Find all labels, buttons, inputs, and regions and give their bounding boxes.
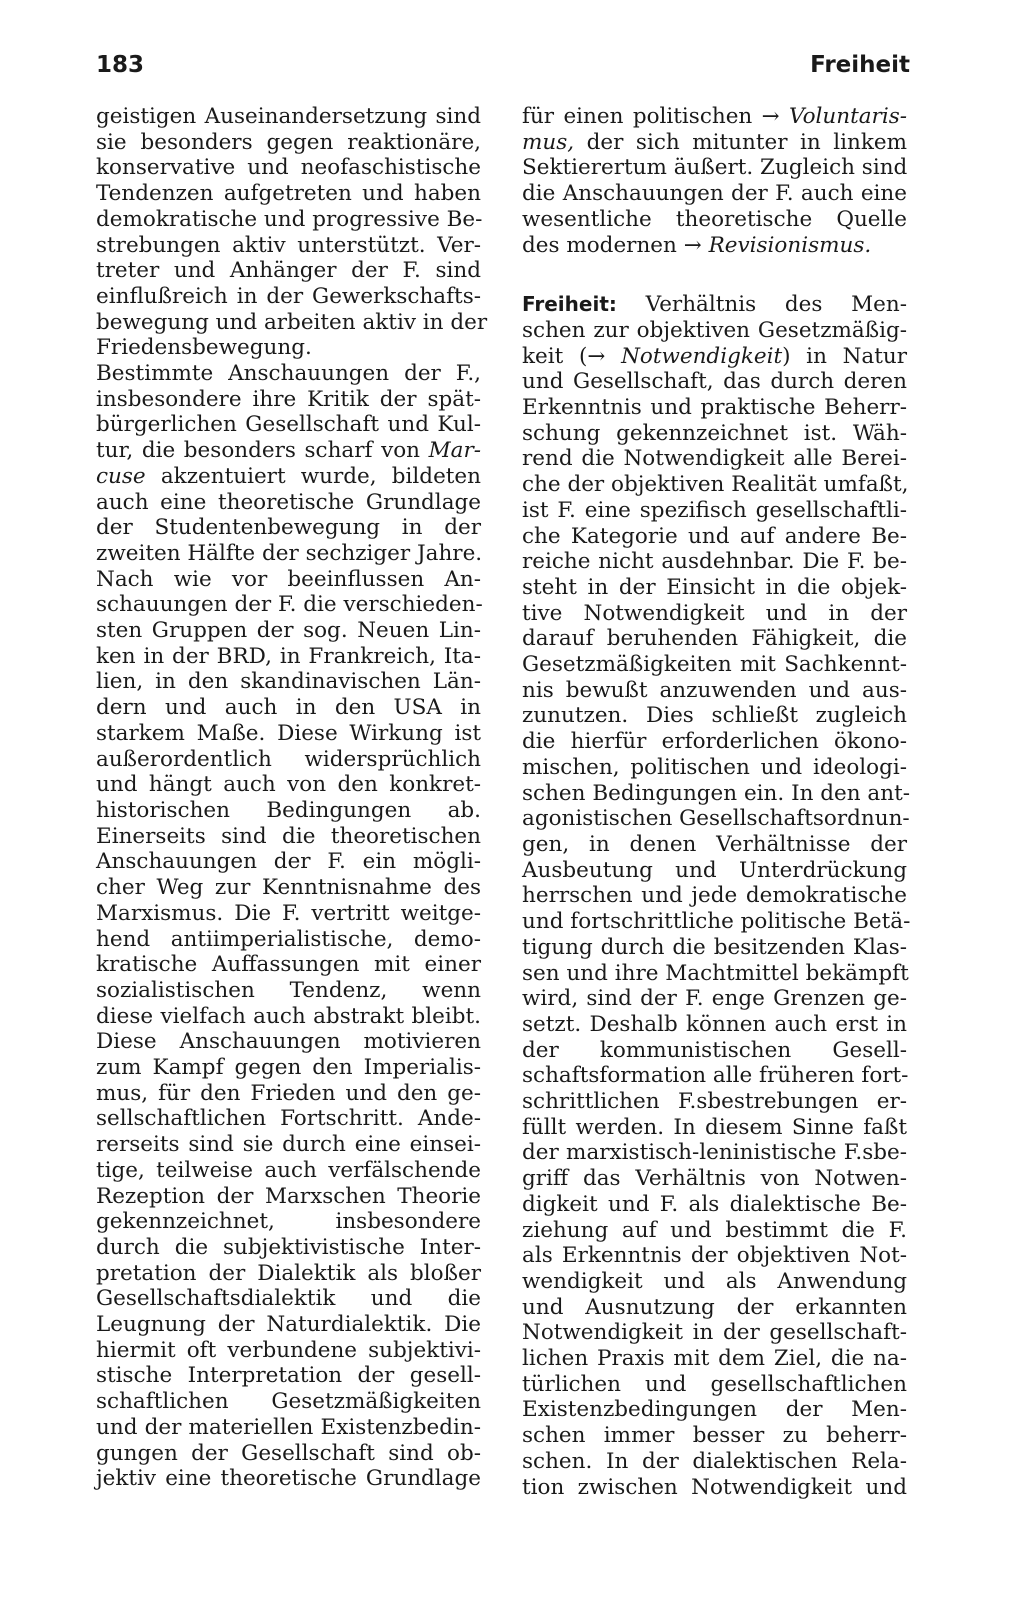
text-segment: des modernen → bbox=[522, 232, 709, 258]
text-line: hiermit oft verbundene subjektivi- bbox=[96, 1337, 481, 1363]
left-column bbox=[96, 104, 488, 1492]
text-line: gungen der Gesellschaft sind ob- bbox=[96, 1440, 481, 1466]
text-line: Marxismus. Die F. vertritt weitge- bbox=[96, 900, 481, 926]
text-line: treter und Anhänger der F. sind bbox=[96, 258, 481, 284]
text-line: und Gesellschaft, das durch deren bbox=[522, 369, 907, 395]
text-line: lichen Praxis mit dem Ziel, die na- bbox=[522, 1346, 907, 1372]
page-number: 183 bbox=[96, 52, 145, 78]
text-line: türlichen und gesellschaftlichen bbox=[522, 1371, 907, 1397]
text-line: che der objektiven Realität umfaßt, bbox=[522, 472, 909, 498]
text-line: konservative und neofaschistische bbox=[96, 155, 481, 181]
text-segment: der sich mitunter in linkem bbox=[574, 129, 907, 155]
text-line: Notwendigkeit in der gesellschaft- bbox=[522, 1320, 907, 1346]
text-line: Tendenzen aufgetreten und haben bbox=[96, 181, 481, 207]
text-line: reiche nicht ausdehnbar. Die F. be- bbox=[522, 549, 907, 575]
text-line: Diese Anschauungen motivieren bbox=[96, 1029, 481, 1055]
text-line: Bestimmte Anschauungen der F., bbox=[96, 361, 481, 387]
right-column bbox=[522, 104, 911, 1500]
text-line: darauf beruhenden Fähigkeit, die bbox=[522, 626, 907, 652]
text-line: Gesetzmäßigkeiten mit Sachkennt- bbox=[522, 652, 907, 678]
text-line: kratische Auffassungen mit einer bbox=[96, 952, 481, 978]
text-line bbox=[96, 464, 481, 490]
running-head: Freiheit bbox=[810, 52, 910, 78]
text-line: und fortschrittliche politische Betä- bbox=[522, 909, 911, 935]
text-line: als Erkenntnis der objektiven Not- bbox=[522, 1243, 907, 1269]
paragraph-gap bbox=[522, 258, 907, 292]
text-line: schrittlichen F.sbestrebungen er- bbox=[522, 1089, 907, 1115]
text-line: zunutzen. Dies schließt zugleich bbox=[522, 703, 907, 729]
text-line: nis bewußt anzuwenden und aus- bbox=[522, 677, 907, 703]
text-line: Gesellschaftsdialektik und die bbox=[96, 1286, 481, 1312]
text-line: lien, in den skandinavischen Län- bbox=[96, 669, 481, 695]
text-line: strebungen aktiv unterstützt. Ver- bbox=[96, 232, 481, 258]
text-line: schen Bedingungen ein. In den ant- bbox=[522, 780, 910, 806]
text-line: bewegung und arbeiten aktiv in der bbox=[96, 309, 488, 335]
text-line: Einerseits sind die theoretischen bbox=[96, 823, 481, 849]
text-line: Rezeption der Marxschen Theorie bbox=[96, 1183, 481, 1209]
text-line: insbesondere ihre Kritik der spät- bbox=[96, 386, 481, 412]
text-line: zum Kampf gegen den Imperialis- bbox=[96, 1055, 481, 1081]
text-line: pretation der Dialektik als bloßer bbox=[96, 1260, 481, 1286]
text-line: schung gekennzeichnet ist. Wäh- bbox=[522, 420, 907, 446]
text-line: setzt. Deshalb können auch erst in bbox=[522, 1011, 907, 1037]
text-line: stische Interpretation der gesell- bbox=[96, 1363, 481, 1389]
text-line: tion zwischen Notwendigkeit und bbox=[522, 1474, 907, 1500]
text-line: die Anschauungen der F. auch eine bbox=[522, 181, 907, 207]
text-segment: ) in Natur bbox=[782, 343, 907, 369]
text-line: hend antiimperialistische, demo- bbox=[96, 926, 481, 952]
text-line: außerordentlich widersprüchlich bbox=[96, 746, 481, 772]
text-line: der kommunistischen Gesell- bbox=[522, 1037, 907, 1063]
text-line: wird, sind der F. enge Grenzen ge- bbox=[522, 986, 907, 1012]
text-line: griff das Verhältnis von Notwen- bbox=[522, 1166, 907, 1192]
text-line: bürgerlichen Gesellschaft und Kul- bbox=[96, 412, 481, 438]
text-line: gen, in denen Verhältnisse der bbox=[522, 831, 907, 857]
text-line: schen. In der dialektischen Rela- bbox=[522, 1448, 907, 1474]
text-line: herrschen und jede demokratische bbox=[522, 883, 907, 909]
text-line: schen zur objektiven Gesetzmäßig- bbox=[522, 317, 907, 343]
text-line bbox=[522, 233, 907, 259]
text-line: und der materiellen Existenzbedin- bbox=[96, 1414, 481, 1440]
text-line: sten Gruppen der sog. Neuen Lin- bbox=[96, 618, 481, 644]
text-line: Sektierertum äußert. Zugleich sind bbox=[522, 155, 908, 181]
text-line: cher Weg zur Kenntnisnahme des bbox=[96, 875, 481, 901]
text-line: sellschaftlichen Fortschritt. Ande- bbox=[96, 1106, 481, 1132]
text-line: mus, für den Frieden und den ge- bbox=[96, 1080, 481, 1106]
text-line: ist F. eine spezifisch gesellschaftli- bbox=[522, 497, 907, 523]
text-line: der Studentenbewegung in der bbox=[96, 515, 481, 541]
cross-reference-voluntarismus: Voluntaris- bbox=[789, 104, 907, 129]
text-line bbox=[522, 344, 907, 370]
paragraph-continuation bbox=[96, 104, 488, 361]
text-line: rend die Notwendigkeit alle Berei- bbox=[522, 446, 907, 472]
cross-reference-revisionismus: Revisionismus. bbox=[708, 232, 872, 258]
cross-reference-notwendigkeit: Notwendigkeit bbox=[621, 343, 783, 369]
text-line: füllt werden. In diesem Sinne faßt bbox=[522, 1114, 907, 1140]
text-line: sozialistischen Tendenz, wenn bbox=[96, 977, 481, 1003]
text-line: tige, teilweise auch verfälschende bbox=[96, 1157, 481, 1183]
cross-reference-voluntarismus-end: mus, bbox=[522, 129, 575, 155]
text-line: dern und auch in den USA in bbox=[96, 695, 481, 721]
text-segment: keit (→ bbox=[522, 343, 622, 369]
text-line: schen immer besser zu beherr- bbox=[522, 1423, 907, 1449]
text-line: einflußreich in der Gewerkschafts- bbox=[96, 283, 481, 309]
text-line: tive Notwendigkeit und in der bbox=[522, 600, 907, 626]
entry-term: Freiheit: bbox=[522, 292, 617, 317]
text-line: Ausbeutung und Unterdrückung bbox=[522, 857, 907, 883]
text-line: mischen, politischen und ideologi- bbox=[522, 754, 907, 780]
page-header bbox=[96, 52, 910, 88]
paragraph-lines bbox=[522, 369, 911, 1500]
text-line: schauungen der F. die verschieden- bbox=[96, 592, 483, 618]
text-line: Nach wie vor beeinflussen An- bbox=[96, 566, 481, 592]
text-line: Leugnung der Naturdialektik. Die bbox=[96, 1312, 481, 1338]
text-line: zweiten Hälfte der sechziger Jahre. bbox=[96, 540, 483, 566]
text-line: tigung durch die besitzenden Klas- bbox=[522, 934, 907, 960]
text-line: geistigen Auseinandersetzung sind bbox=[96, 104, 481, 129]
text-line: schaftsformation alle früheren fort- bbox=[522, 1063, 909, 1089]
text-line: agonistischen Gesellschaftsordnun- bbox=[522, 806, 910, 832]
text-line: starkem Maße. Diese Wirkung ist bbox=[96, 720, 481, 746]
text-segment: für einen politischen → bbox=[522, 104, 790, 129]
paragraph-continuation-right bbox=[522, 104, 907, 258]
text-line bbox=[522, 130, 907, 156]
paragraph-anschauungen bbox=[96, 361, 481, 1492]
text-segment: Verhältnis des Men- bbox=[616, 292, 907, 318]
text-line: rerseits sind sie durch eine einsei- bbox=[96, 1132, 481, 1158]
text-line: und hängt auch von den konkret- bbox=[96, 772, 481, 798]
text-line: durch die subjektivistische Inter- bbox=[96, 1234, 481, 1260]
text-line: wendigkeit und als Anwendung bbox=[522, 1268, 907, 1294]
text-line: und Ausnutzung der erkannten bbox=[522, 1294, 907, 1320]
text-line: che Kategorie und auf andere Be- bbox=[522, 523, 907, 549]
text-line: ziehung auf und bestimmt die F. bbox=[522, 1217, 907, 1243]
text-line: ken in der BRD, in Frankreich, Ita- bbox=[96, 643, 481, 669]
cross-reference-marcuse: Mar- bbox=[428, 438, 481, 464]
text-line: jektiv eine theoretische Grundlage bbox=[96, 1466, 481, 1492]
text-line: historischen Bedingungen ab. bbox=[96, 797, 481, 823]
text-line: digkeit und F. als dialektische Be- bbox=[522, 1191, 907, 1217]
text-line: steht in der Einsicht in die objek- bbox=[522, 574, 907, 600]
text-line: sen und ihre Machtmittel bekämpft bbox=[522, 960, 909, 986]
text-line: Erkenntnis und praktische Beherr- bbox=[522, 395, 907, 421]
text-line: die hierfür erforderlichen ökono- bbox=[522, 729, 907, 755]
text-line: Existenzbedingungen der Men- bbox=[522, 1397, 907, 1423]
text-line: der marxistisch-leninistische F.sbe- bbox=[522, 1140, 907, 1166]
paragraph-lines bbox=[96, 490, 481, 1492]
text-line: sie besonders gegen reaktionäre, bbox=[96, 129, 481, 155]
text-line: Friedensbewegung. bbox=[96, 335, 312, 361]
text-line: Anschauungen der F. ein mögli- bbox=[96, 849, 481, 875]
text-line bbox=[522, 104, 907, 130]
text-line bbox=[522, 292, 907, 318]
text-line: gekennzeichnet, insbesondere bbox=[96, 1209, 481, 1235]
text-line: wesentliche theoretische Quelle bbox=[522, 206, 907, 232]
text-segment: akzentuiert wurde, bildeten bbox=[160, 463, 481, 489]
entry-freiheit bbox=[522, 292, 911, 1500]
text-line: schaftlichen Gesetzmäßigkeiten bbox=[96, 1389, 481, 1415]
text-line: diese vielfach auch abstrakt bleibt. bbox=[96, 1003, 481, 1029]
cross-reference-marcuse-end: cuse bbox=[96, 463, 146, 489]
text-segment: tur, die besonders scharf von bbox=[96, 438, 421, 464]
text-line: demokratische und progressive Be- bbox=[96, 206, 483, 232]
text-line bbox=[96, 438, 481, 464]
text-line: auch eine theoretische Grundlage bbox=[96, 489, 481, 515]
